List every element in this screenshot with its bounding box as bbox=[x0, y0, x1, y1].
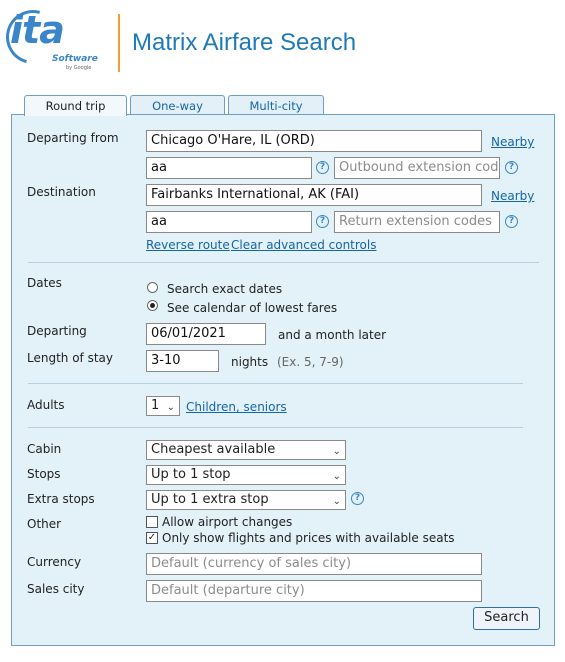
logo-by-google-text: by Google bbox=[66, 65, 92, 71]
date-range-text: and a month later bbox=[278, 328, 387, 342]
departing-label: Departing bbox=[27, 324, 87, 338]
section-divider bbox=[28, 383, 523, 384]
clear-advanced-controls-link[interactable]: Clear advanced controls bbox=[231, 238, 377, 252]
return-extension-help-icon[interactable]: ? bbox=[505, 215, 518, 228]
origin-input[interactable]: Chicago O'Hare, IL (ORD) bbox=[146, 130, 482, 152]
return-routing-input[interactable]: aa bbox=[146, 211, 312, 233]
length-of-stay-input[interactable]: 3-10 bbox=[146, 350, 219, 372]
currency-label: Currency bbox=[27, 555, 82, 569]
destination-nearby-link[interactable]: Nearby bbox=[491, 189, 535, 203]
section-divider bbox=[28, 262, 539, 263]
dates-label: Dates bbox=[27, 276, 62, 290]
sales-city-label: Sales city bbox=[27, 582, 85, 596]
extension-help-icon[interactable]: ? bbox=[505, 161, 518, 174]
return-extension-input[interactable]: Return extension codes bbox=[334, 211, 500, 233]
adults-label: Adults bbox=[27, 398, 65, 412]
adults-select-value: 1 bbox=[151, 398, 160, 413]
exact-dates-radio[interactable] bbox=[147, 282, 158, 293]
chevron-down-icon: ⌄ bbox=[332, 446, 341, 457]
origin-nearby-link[interactable]: Nearby bbox=[491, 135, 535, 149]
calendar-radio[interactable] bbox=[147, 300, 158, 311]
children-seniors-link[interactable]: Children, seniors bbox=[186, 400, 287, 414]
chevron-down-icon: ⌄ bbox=[332, 496, 341, 507]
tab-round-trip[interactable]: Round trip bbox=[24, 95, 127, 116]
cabin-select-value: Cheapest available bbox=[151, 442, 276, 457]
stops-select-value: Up to 1 stop bbox=[151, 467, 231, 482]
currency-input[interactable]: Default (currency of sales city) bbox=[146, 553, 482, 575]
sales-city-input[interactable]: Default (departure city) bbox=[146, 580, 482, 602]
tab-one-way[interactable]: One-way bbox=[130, 95, 225, 115]
length-of-stay-label: Length of stay bbox=[27, 351, 113, 365]
logo-software-text: Software bbox=[52, 54, 98, 64]
ita-logo: ita bbox=[10, 8, 64, 52]
section-divider bbox=[28, 427, 523, 428]
extra-stops-label: Extra stops bbox=[27, 492, 95, 506]
outbound-extension-input[interactable]: Outbound extension cod bbox=[334, 157, 500, 179]
cabin-label: Cabin bbox=[27, 442, 62, 456]
header-divider bbox=[118, 14, 120, 72]
extra-stops-select-value: Up to 1 extra stop bbox=[151, 492, 269, 507]
page-title: Matrix Airfare Search bbox=[132, 29, 357, 56]
only-available-checkbox[interactable]: ✓ bbox=[147, 532, 157, 543]
departing-date-input[interactable]: 06/01/2021 bbox=[146, 323, 266, 345]
exact-dates-label: Search exact dates bbox=[167, 282, 283, 296]
extra-stops-help-icon[interactable]: ? bbox=[351, 492, 364, 505]
tab-multi-city[interactable]: Multi-city bbox=[228, 95, 324, 115]
chevron-down-icon: ⌄ bbox=[332, 471, 341, 482]
departing-from-label: Departing from bbox=[27, 131, 119, 145]
calendar-label: See calendar of lowest fares bbox=[167, 301, 338, 315]
origin-routing-input[interactable]: aa bbox=[146, 157, 312, 179]
return-routing-help-icon[interactable]: ? bbox=[316, 215, 329, 228]
stops-select[interactable] bbox=[146, 465, 346, 485]
nights-label: nights bbox=[231, 355, 269, 369]
destination-input[interactable]: Fairbanks International, AK (FAI) bbox=[146, 184, 482, 206]
chevron-down-icon: ⌄ bbox=[166, 402, 175, 413]
cabin-select[interactable] bbox=[146, 440, 346, 460]
allow-airport-changes-checkbox[interactable] bbox=[146, 516, 158, 528]
other-label: Other bbox=[27, 517, 62, 531]
reverse-route-link[interactable]: Reverse route bbox=[146, 238, 230, 252]
only-available-label: Only show flights and prices with available seats bbox=[162, 531, 455, 545]
routing-help-icon[interactable]: ? bbox=[316, 161, 329, 174]
search-button[interactable]: Search bbox=[473, 607, 540, 630]
stay-hint: (Ex. 5, 7-9) bbox=[277, 355, 344, 369]
stops-label: Stops bbox=[27, 467, 61, 481]
extra-stops-select[interactable] bbox=[146, 490, 346, 510]
allow-airport-changes-label: Allow airport changes bbox=[162, 515, 293, 529]
adults-select[interactable] bbox=[146, 396, 180, 416]
destination-label: Destination bbox=[27, 185, 96, 199]
